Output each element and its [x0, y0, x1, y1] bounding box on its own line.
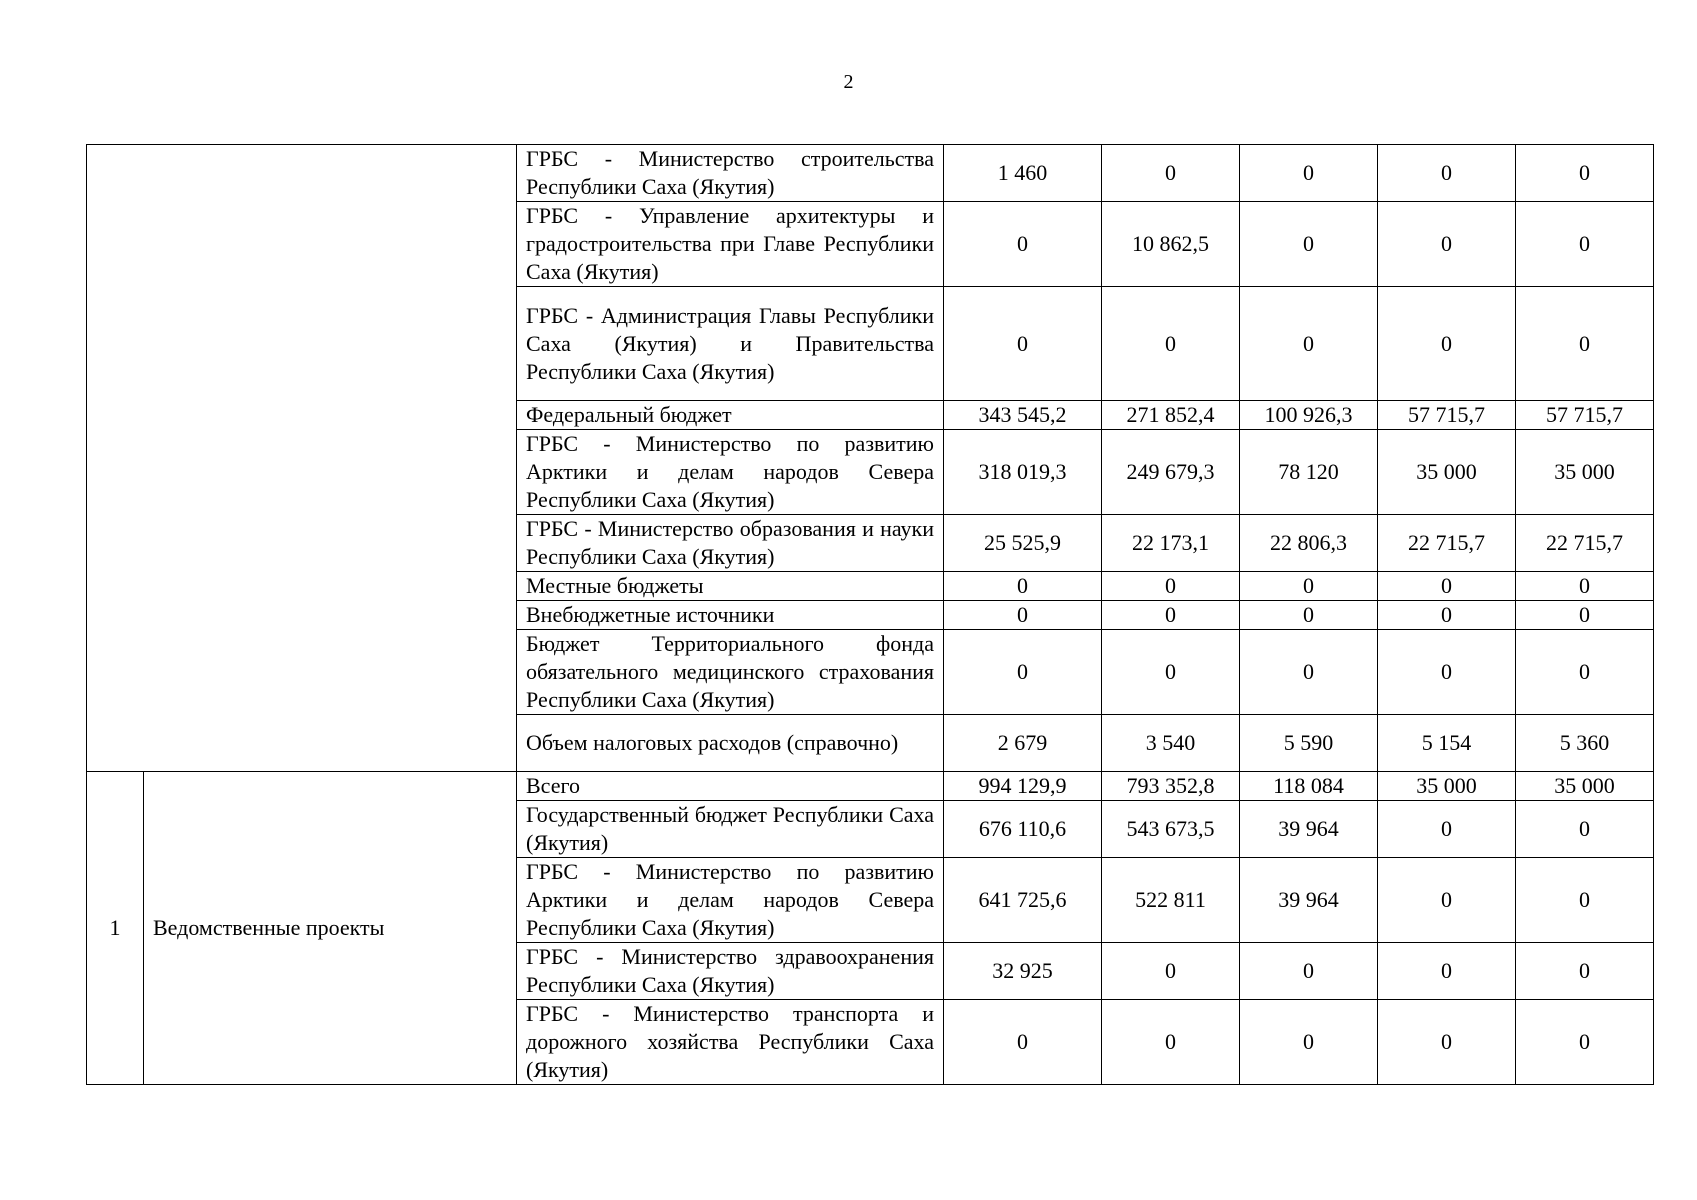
row-label: ГРБС - Министерство транспорта и дорожного хозяйства Республики Саха (Якутия): [517, 1000, 944, 1085]
row-label: Внебюджетные источники: [517, 601, 944, 630]
value-cell: 0: [1102, 630, 1240, 715]
value-cell: 118 084: [1240, 772, 1378, 801]
value-cell: 1 460: [944, 145, 1102, 202]
value-cell: 5 360: [1516, 715, 1654, 772]
value-cell: 0: [944, 202, 1102, 287]
value-cell: 318 019,3: [944, 430, 1102, 515]
value-cell: 0: [1516, 572, 1654, 601]
row-label: Федеральный бюджет: [517, 401, 944, 430]
value-cell: 0: [1516, 943, 1654, 1000]
row-label: Местные бюджеты: [517, 572, 944, 601]
value-cell: 32 925: [944, 943, 1102, 1000]
row-label: ГРБС - Министерство образования и науки Республики Саха (Якутия): [517, 515, 944, 572]
value-cell: 0: [944, 287, 1102, 401]
row-label: Всего: [517, 772, 944, 801]
table-row: [87, 145, 1654, 202]
value-cell: 0: [1378, 858, 1516, 943]
table-row: [87, 772, 1654, 801]
value-cell: 100 926,3: [1240, 401, 1378, 430]
value-cell: 0: [1516, 1000, 1654, 1085]
row-label: Объем налоговых расходов (справочно): [517, 715, 944, 772]
row-label: Бюджет Территориального фонда обязательного медицинского страхования Республики Саха (Якутия): [517, 630, 944, 715]
value-cell: 0: [1102, 601, 1240, 630]
value-cell: 0: [1378, 943, 1516, 1000]
row-label: ГРБС - Министерство по развитию Арктики и делам народов Севера Республики Саха (Якутия): [517, 858, 944, 943]
page-number: 2: [843, 71, 854, 93]
row-label: Государственный бюджет Республики Саха (Якутия): [517, 801, 944, 858]
value-cell: 543 673,5: [1102, 801, 1240, 858]
value-cell: 10 862,5: [1102, 202, 1240, 287]
continued-section-cell: [87, 145, 517, 772]
value-cell: 0: [1240, 287, 1378, 401]
value-cell: 343 545,2: [944, 401, 1102, 430]
value-cell: 0: [1516, 630, 1654, 715]
section-number: 1: [87, 772, 144, 1085]
value-cell: 0: [1378, 202, 1516, 287]
value-cell: 0: [1516, 202, 1654, 287]
value-cell: 0: [1516, 145, 1654, 202]
value-cell: 994 129,9: [944, 772, 1102, 801]
value-cell: 0: [1240, 943, 1378, 1000]
value-cell: 0: [944, 601, 1102, 630]
value-cell: 78 120: [1240, 430, 1378, 515]
row-label: ГРБС - Администрация Главы Республики Саха (Якутия) и Правительства Республики Саха (Якутия): [517, 287, 944, 401]
value-cell: 0: [1102, 572, 1240, 601]
value-cell: 35 000: [1516, 430, 1654, 515]
value-cell: 5 154: [1378, 715, 1516, 772]
value-cell: 676 110,6: [944, 801, 1102, 858]
value-cell: 22 806,3: [1240, 515, 1378, 572]
value-cell: 35 000: [1378, 772, 1516, 801]
value-cell: 35 000: [1516, 772, 1654, 801]
value-cell: 0: [944, 572, 1102, 601]
value-cell: 0: [1240, 572, 1378, 601]
row-label: ГРБС - Министерство здравоохранения Республики Саха (Якутия): [517, 943, 944, 1000]
row-label: ГРБС - Министерство строительства Республики Саха (Якутия): [517, 145, 944, 202]
value-cell: 0: [1102, 943, 1240, 1000]
value-cell: 35 000: [1378, 430, 1516, 515]
value-cell: 0: [1378, 145, 1516, 202]
value-cell: 641 725,6: [944, 858, 1102, 943]
value-cell: 0: [1240, 1000, 1378, 1085]
value-cell: 5 590: [1240, 715, 1378, 772]
value-cell: 22 173,1: [1102, 515, 1240, 572]
value-cell: 249 679,3: [1102, 430, 1240, 515]
value-cell: 0: [1378, 572, 1516, 601]
section-title: Ведомственные проекты: [144, 772, 517, 1085]
value-cell: 0: [1240, 630, 1378, 715]
budget-table: [86, 144, 1654, 1085]
value-cell: 57 715,7: [1516, 401, 1654, 430]
value-cell: 0: [1516, 858, 1654, 943]
value-cell: 0: [1516, 601, 1654, 630]
value-cell: 0: [1516, 287, 1654, 401]
value-cell: 57 715,7: [1378, 401, 1516, 430]
value-cell: 0: [944, 1000, 1102, 1085]
value-cell: 0: [1378, 287, 1516, 401]
value-cell: 0: [1102, 145, 1240, 202]
value-cell: 0: [1240, 202, 1378, 287]
value-cell: 25 525,9: [944, 515, 1102, 572]
value-cell: 39 964: [1240, 858, 1378, 943]
value-cell: 522 811: [1102, 858, 1240, 943]
value-cell: 0: [944, 630, 1102, 715]
value-cell: 0: [1378, 1000, 1516, 1085]
value-cell: 3 540: [1102, 715, 1240, 772]
value-cell: 0: [1240, 145, 1378, 202]
value-cell: 793 352,8: [1102, 772, 1240, 801]
value-cell: 0: [1102, 1000, 1240, 1085]
value-cell: 0: [1102, 287, 1240, 401]
value-cell: 271 852,4: [1102, 401, 1240, 430]
value-cell: 2 679: [944, 715, 1102, 772]
value-cell: 39 964: [1240, 801, 1378, 858]
value-cell: 0: [1378, 630, 1516, 715]
value-cell: 22 715,7: [1378, 515, 1516, 572]
value-cell: 0: [1240, 601, 1378, 630]
value-cell: 22 715,7: [1516, 515, 1654, 572]
value-cell: 0: [1378, 601, 1516, 630]
value-cell: 0: [1516, 801, 1654, 858]
row-label: ГРБС - Управление архитектуры и градостроительства при Главе Республики Саха (Якутия): [517, 202, 944, 287]
value-cell: 0: [1378, 801, 1516, 858]
row-label: ГРБС - Министерство по развитию Арктики и делам народов Севера Республики Саха (Якутия): [517, 430, 944, 515]
